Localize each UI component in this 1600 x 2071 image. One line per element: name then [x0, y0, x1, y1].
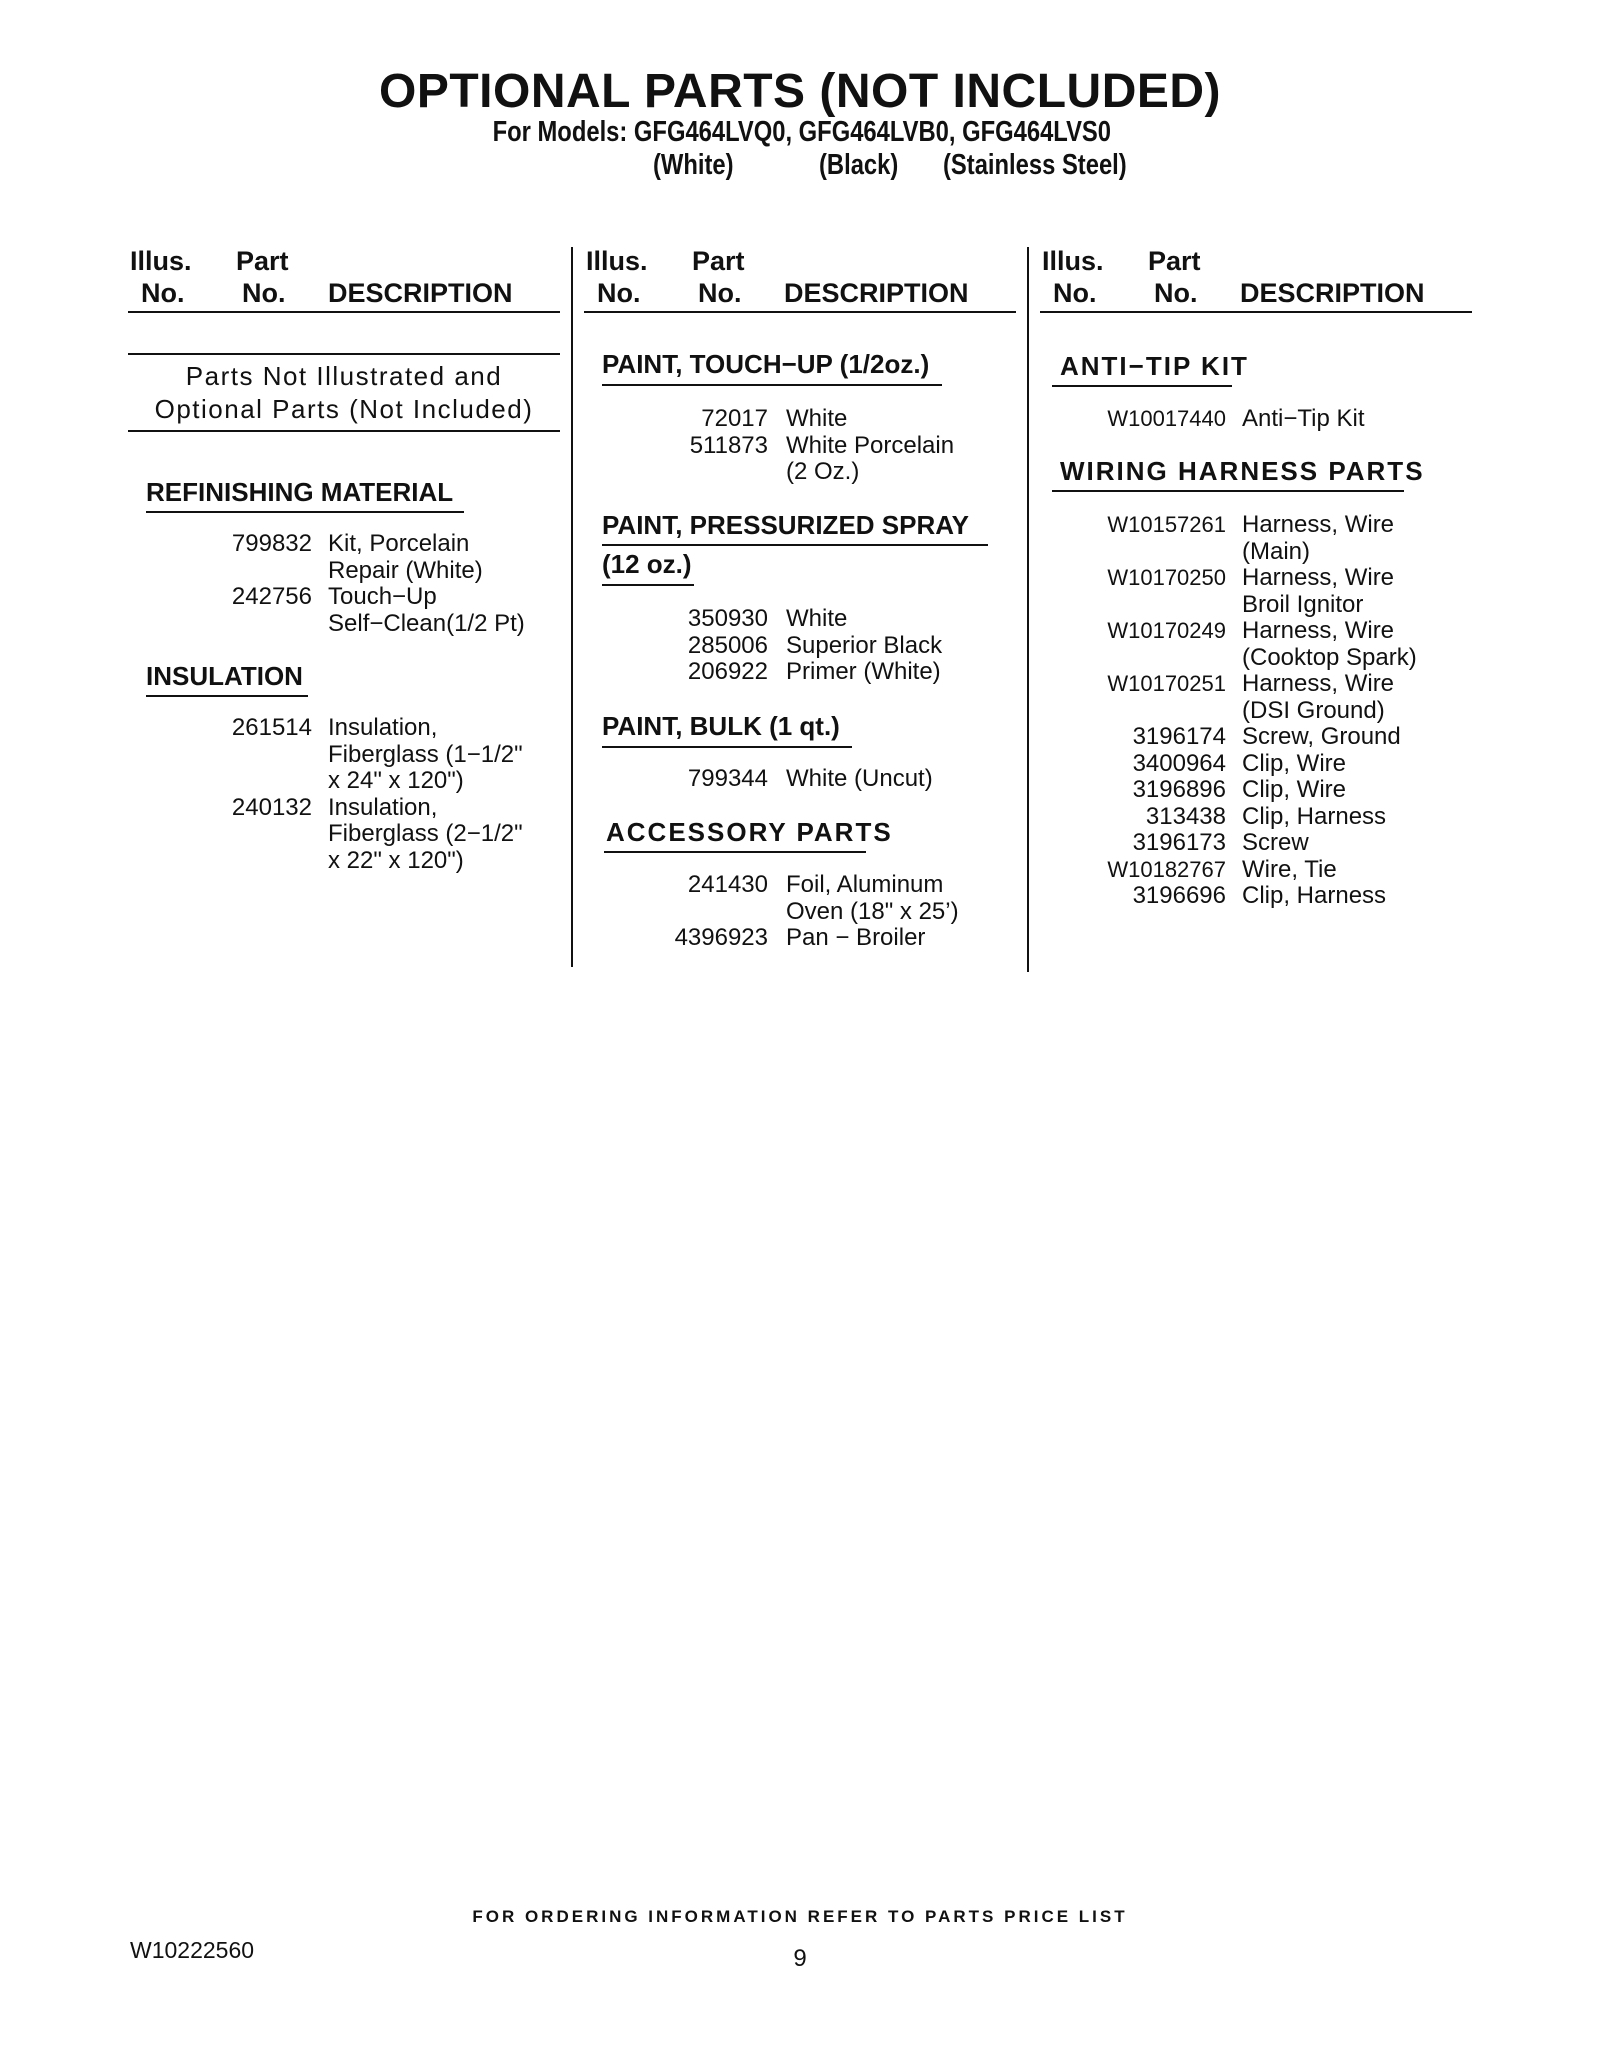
part-description: Clip, Harness	[1242, 802, 1387, 830]
color-stainless: (Stainless Steel)	[943, 149, 1127, 181]
part-description: White Porcelain	[786, 431, 955, 459]
part-number: W10170249	[1107, 618, 1226, 643]
part-description: Foil, Aluminum	[786, 871, 944, 898]
part-description: Harness, Wire	[1242, 564, 1395, 591]
part-description: Insulation,	[328, 793, 438, 821]
part-description: Screw	[1242, 829, 1309, 856]
part-label: Part	[1148, 246, 1201, 276]
part-label: Part	[236, 246, 289, 276]
section-title-wiring: WIRING HARNESS PARTS	[1060, 456, 1425, 486]
part-no-label: No.	[698, 278, 742, 308]
part-number: 242756	[231, 583, 312, 610]
part-number: 241430	[687, 871, 768, 898]
part-number: W10182767	[1107, 856, 1226, 882]
box-top-rule	[128, 353, 560, 355]
section-underline	[602, 384, 942, 386]
part-description: (Main)	[1242, 537, 1311, 565]
part-number: 313438	[1145, 802, 1226, 830]
part-number: W10170251	[1107, 671, 1226, 696]
part-number: 350930	[687, 605, 768, 632]
illus-no-label: No.	[1053, 278, 1097, 308]
part-number: 72017	[701, 405, 768, 432]
part-description: Fiberglass (1−1/2"	[328, 740, 523, 768]
part-description: x 24" x 120")	[328, 767, 464, 794]
section-title-insulation: INSULATION	[146, 661, 303, 691]
part-description: Harness, Wire	[1242, 511, 1395, 538]
part-number: 285006	[687, 631, 768, 659]
part-description: Kit, Porcelain	[328, 530, 470, 557]
section-title-antitip: ANTI−TIP KIT	[1060, 351, 1249, 381]
column-divider	[1027, 247, 1029, 972]
section-underline	[1052, 385, 1232, 387]
part-number: 799344	[687, 765, 768, 792]
part-description: White	[786, 405, 848, 432]
part-description: Self−Clean(1/2 Pt)	[328, 609, 525, 637]
section-underline	[602, 544, 988, 546]
section-underline	[602, 584, 694, 586]
part-number: W10170250	[1107, 565, 1226, 590]
description-label: DESCRIPTION	[784, 278, 969, 308]
part-number: 3400964	[1132, 749, 1226, 777]
part-number: 511873	[689, 431, 768, 459]
color-black: (Black)	[819, 149, 899, 181]
part-description: Clip, Wire	[1242, 776, 1347, 803]
section-underline	[604, 851, 866, 853]
part-description: Repair (White)	[328, 556, 483, 584]
part-no-label: No.	[1154, 278, 1198, 308]
part-description: Clip, Harness	[1242, 882, 1387, 909]
part-number: 3196896	[1132, 776, 1226, 803]
part-description: Broil Ignitor	[1242, 590, 1364, 618]
section-underline	[146, 695, 308, 697]
part-number: 3196174	[1132, 723, 1226, 750]
part-description: Harness, Wire	[1242, 617, 1395, 644]
part-description: Oven (18" x 25’)	[786, 897, 959, 925]
part-description: Wire, Tie	[1242, 855, 1337, 883]
part-number: 240132	[231, 793, 312, 821]
header-rule	[128, 311, 560, 313]
description-label: DESCRIPTION	[328, 278, 513, 308]
part-number: W10157261	[1107, 512, 1226, 537]
illus-no-label: No.	[141, 278, 185, 308]
part-description: White	[786, 605, 848, 632]
section-title-bulk: PAINT, BULK (1 qt.)	[602, 711, 840, 741]
section-title-refinishing: REFINISHING MATERIAL	[146, 477, 454, 507]
part-label: Part	[692, 246, 745, 276]
document-id: W10222560	[130, 1937, 255, 1963]
section-underline	[602, 746, 852, 748]
part-description: White (Uncut)	[786, 765, 933, 792]
part-description: Superior Black	[786, 631, 943, 659]
part-description: Insulation,	[328, 714, 438, 741]
illus-label: Illus.	[586, 246, 648, 276]
part-description: Clip, Wire	[1242, 749, 1347, 777]
section-title-accessory: ACCESSORY PARTS	[606, 817, 893, 847]
part-number: 3196696	[1132, 882, 1226, 909]
part-description: (DSI Ground)	[1242, 696, 1385, 724]
part-description: Fiberglass (2−1/2"	[328, 820, 523, 847]
section-title-spray: PAINT, PRESSURIZED SPRAY	[602, 510, 969, 540]
ordering-note: FOR ORDERING INFORMATION REFER TO PARTS PRICE LIST	[472, 1907, 1128, 1926]
part-number: W10017440	[1107, 406, 1226, 431]
part-description: Primer (White)	[786, 658, 941, 685]
part-description: x 22" x 120")	[328, 846, 464, 874]
section-underline	[1052, 490, 1404, 492]
box-title-line-1: Parts Not Illustrated and	[185, 361, 503, 391]
part-description: Pan − Broiler	[786, 924, 926, 951]
page-title: OPTIONAL PARTS (NOT INCLUDED)	[378, 65, 1222, 118]
part-no-label: No.	[242, 278, 286, 308]
color-white: (White)	[653, 149, 734, 181]
illus-no-label: No.	[597, 278, 641, 308]
part-description: (2 Oz.)	[786, 458, 860, 485]
header-rule	[584, 311, 1016, 313]
illus-label: Illus.	[1042, 246, 1104, 276]
part-number: 261514	[231, 714, 312, 741]
part-description: Anti−Tip Kit	[1242, 405, 1365, 432]
column-divider	[571, 247, 573, 967]
box-bottom-rule	[128, 430, 560, 432]
part-description: Touch−Up	[328, 583, 437, 610]
description-label: DESCRIPTION	[1240, 278, 1425, 308]
section-title-spray-line-2: (12 oz.)	[602, 549, 692, 579]
header-rule	[1040, 311, 1472, 313]
section-underline	[146, 511, 464, 513]
part-description: (Cooktop Spark)	[1242, 643, 1417, 671]
part-description: Screw, Ground	[1242, 723, 1401, 750]
section-title-touchup: PAINT, TOUCH−UP (1/2oz.)	[602, 349, 930, 379]
box-title-line-2: Optional Parts (Not Included)	[154, 394, 534, 424]
part-number: 4396923	[674, 924, 768, 951]
page-number: 9	[793, 1945, 807, 1972]
models-line: For Models: GFG464LVQ0, GFG464LVB0, GFG464LVS0	[492, 116, 1112, 148]
part-number: 3196173	[1132, 829, 1226, 856]
part-number: 206922	[687, 658, 768, 685]
illus-label: Illus.	[130, 246, 192, 276]
part-number: 799832	[231, 530, 312, 557]
part-description: Harness, Wire	[1242, 670, 1395, 697]
